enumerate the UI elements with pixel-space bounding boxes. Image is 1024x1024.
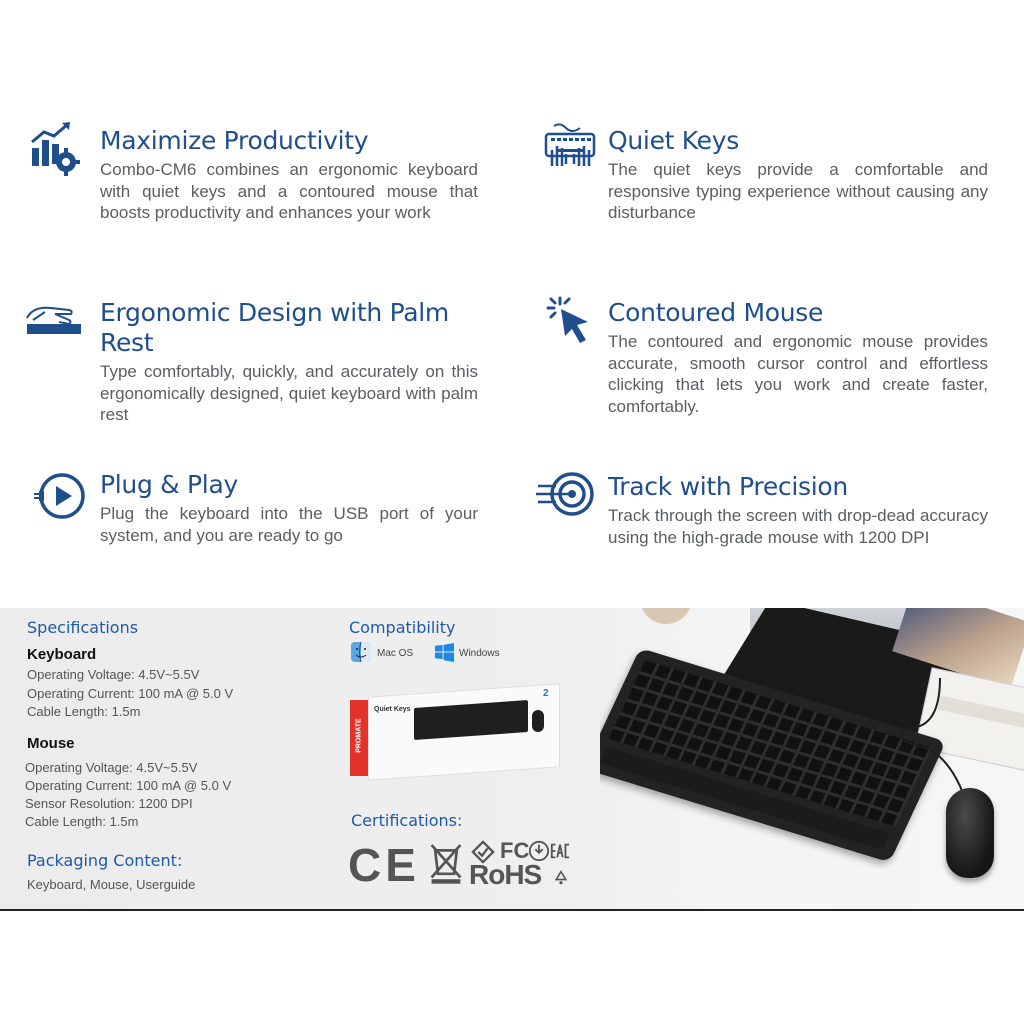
- feature-body: Track through the screen with drop-dead accuracy using the high-grade mouse with 1200 DPI: [608, 506, 988, 547]
- rohs-mark: RoHS: [469, 859, 542, 890]
- compatibility-heading: Compatibility: [349, 618, 456, 637]
- product-photo: [600, 608, 1024, 910]
- spec-panel: [0, 608, 1024, 910]
- feature-ergonomic: [100, 298, 478, 426]
- feature-title: Maximize Productivity: [100, 126, 369, 155]
- feature-title: Plug & Play: [100, 470, 238, 499]
- keyboard-spec-label: Keyboard: [27, 646, 97, 663]
- fc-mark: FC: [500, 838, 530, 863]
- plug-play-icon: [32, 468, 88, 524]
- feature-plug-play: [100, 470, 478, 546]
- feature-title: Contoured Mouse: [608, 298, 824, 327]
- cursor-click-icon: [544, 292, 600, 348]
- spec-line: Cable Length: 1.5m: [27, 704, 141, 719]
- specs-heading: Specifications: [27, 618, 139, 637]
- compat-windows-label: Windows: [459, 648, 500, 659]
- feature-track-precision: [608, 472, 988, 548]
- feature-body: Type comfortably, quickly, and accurately on this ergonomically designed, quiet keyboard with palm rest: [100, 362, 478, 424]
- mac-finder-icon: [350, 641, 372, 663]
- box-title: Quiet Keys: [374, 706, 411, 713]
- recycle-icon: [553, 870, 569, 886]
- eac-mark-icon: [550, 842, 570, 860]
- box-badge: 2: [543, 688, 549, 699]
- feature-title: Track with Precision: [608, 472, 848, 501]
- weee-bin-icon: [428, 840, 464, 886]
- feature-body: The quiet keys provide a comfortable and responsive typing experience without causing any disturbance: [608, 160, 988, 222]
- compat-mac-label: Mac OS: [377, 648, 414, 659]
- windows-logo-icon: [434, 642, 455, 663]
- keyboard-hands-icon: [544, 120, 600, 176]
- feature-body: Combo-CM6 combines an ergonomic keyboard with quiet keys and a contoured mouse that boosts productivity and enhances your work: [100, 160, 478, 222]
- spec-line: Operating Voltage: 4.5V~5.5V: [27, 667, 200, 682]
- target-icon: [536, 466, 596, 522]
- spec-line: Operating Voltage: 4.5V~5.5V: [25, 760, 198, 775]
- packaging-heading: Packaging Content:: [27, 851, 183, 870]
- bottom-rule: [0, 909, 1024, 911]
- box-brand: PROMATE: [355, 718, 363, 753]
- feature-quiet-keys: [608, 126, 988, 224]
- spec-line: Operating Current: 100 mA @ 5.0 V: [27, 686, 234, 701]
- certifications-heading: Certifications:: [351, 811, 463, 830]
- spec-line: Operating Current: 100 mA @ 5.0 V: [25, 778, 232, 793]
- feature-productivity: [100, 126, 478, 224]
- ce-mark: CE: [348, 839, 420, 891]
- feature-title: Quiet Keys: [608, 126, 739, 155]
- product-box: [350, 688, 560, 776]
- feature-title: Ergonomic Design with Palm Rest: [100, 298, 449, 357]
- spec-line: Sensor Resolution: 1200 DPI: [25, 796, 193, 811]
- mouse-spec-label: Mouse: [27, 735, 75, 752]
- feature-body: The contoured and ergonomic mouse provides accurate, smooth cursor control and effortless clicking that lets you work and create faster, comfortably.: [608, 332, 988, 416]
- chart-gear-icon: [28, 120, 84, 176]
- spec-line: Cable Length: 1.5m: [25, 814, 139, 829]
- mouse-image: [946, 788, 994, 878]
- feature-body: Plug the keyboard into the USB port of your system, and you are ready to go: [100, 504, 478, 545]
- feature-contoured-mouse: [608, 298, 988, 417]
- packaging-content: Keyboard, Mouse, Userguide: [27, 877, 196, 892]
- palm-rest-icon: [24, 296, 82, 352]
